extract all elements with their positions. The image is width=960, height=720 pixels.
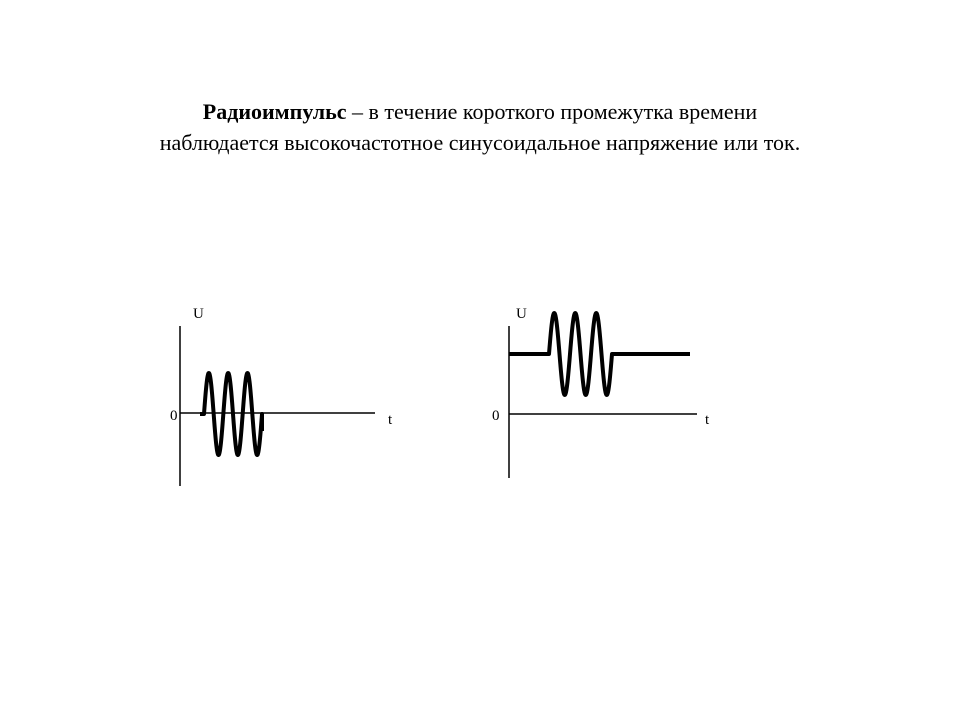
caption-line2: наблюдается высокочастотное синусоидальное напряжение или ток.	[159, 130, 801, 155]
plot-left-origin-label: 0	[170, 408, 178, 424]
plot-right-x-label: t	[705, 412, 710, 428]
plot-left-x-label: t	[388, 412, 393, 428]
caption-line1-rest: – в течение короткого промежутка времени	[346, 99, 758, 124]
plot-right-origin-label: 0	[492, 408, 500, 424]
plot-left-y-label: U	[193, 306, 204, 322]
caption-term: Радиоимпульс	[202, 99, 347, 124]
plot-left	[170, 306, 393, 486]
plot-right	[492, 306, 710, 478]
plot-left-pulse-wave	[200, 373, 262, 455]
plot-right-y-label: U	[516, 306, 527, 322]
plot-right-pulse-wave	[509, 313, 690, 395]
